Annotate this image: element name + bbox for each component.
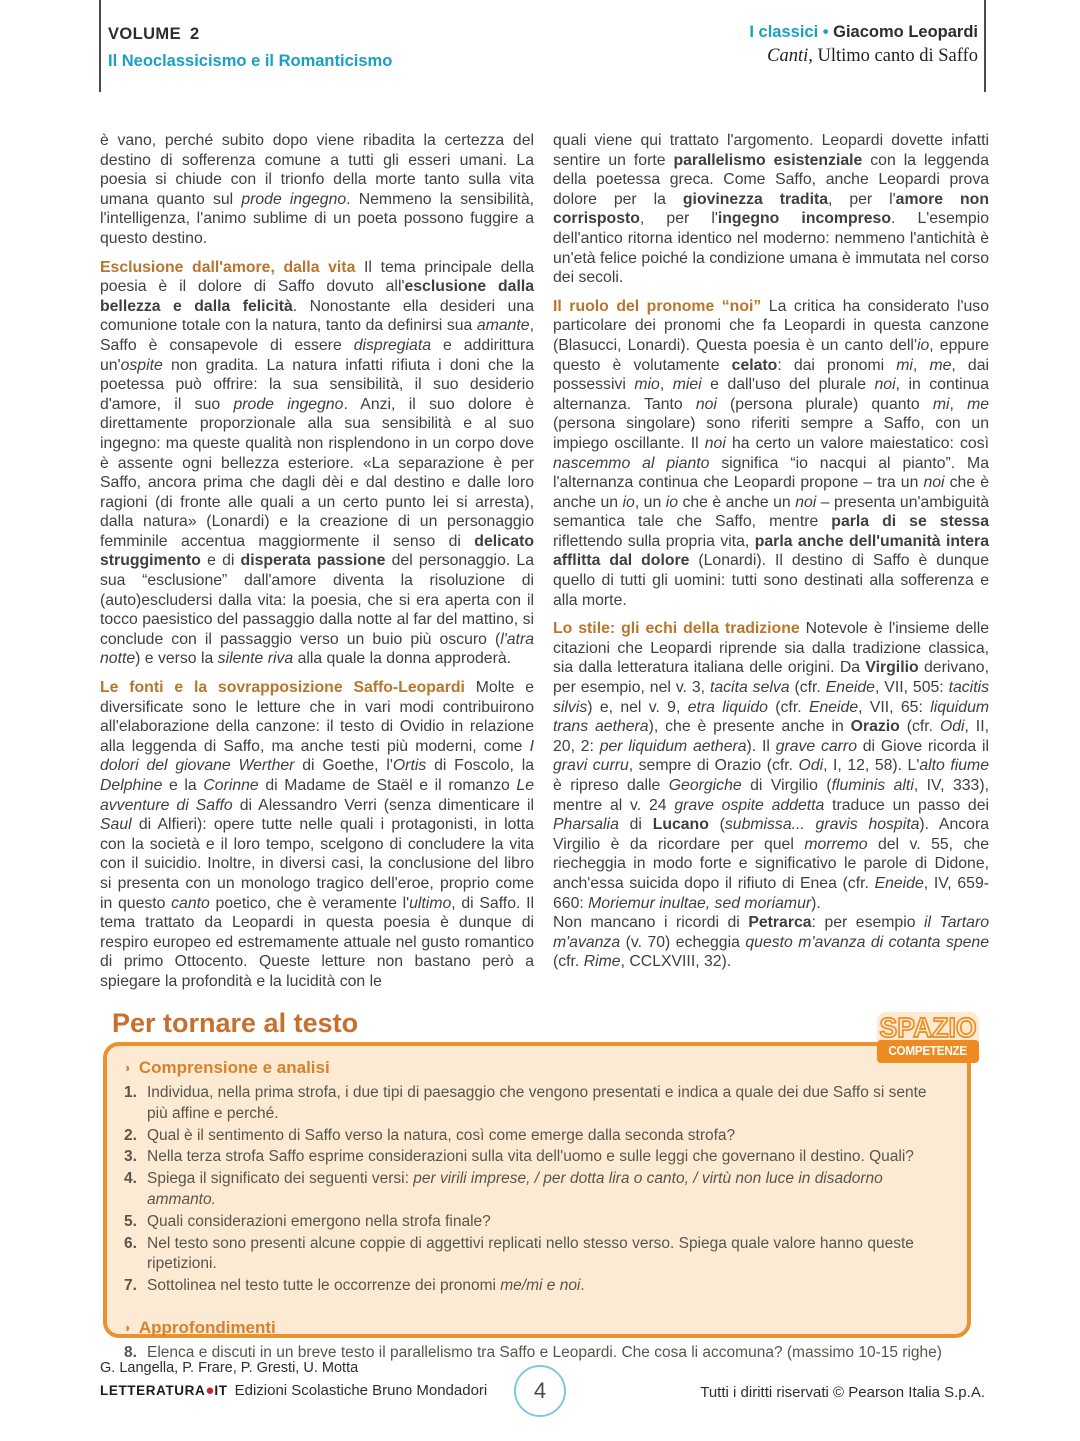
activity-section-title: ◗ Comprensione e analisi — [124, 1058, 330, 1077]
paragraph: Non mancano i ricordi di Petrarca: per esempio il Tartaro m'avanza (v. 70) echeggia questo m'avanza di cotanta spene (cfr. Rime, CCLXVIII, 32). — [553, 914, 989, 971]
paragraph-lead-in: Lo stile: gli echi della tradizione — [553, 620, 800, 638]
paragraph: è vano, perché subito dopo viene ribadita la certezza del destino di sofferenza comune a tutti gli esseri umani. La poesia si chiude con il trionfo della morte tanto sulla vita umana quanto sul prode ingegno. Nemmeno la sensibilità, l'intelligenza, l'animo sublime di un poeta possono fuggire a questo destino. — [100, 132, 534, 247]
chapter-line — [749, 23, 978, 42]
paragraph-lead-in: Il ruolo del pronome “noi” — [553, 297, 762, 315]
question-text: Sottolinea nel testo tutte le occorrenze dei pronomi me/mi e noi. — [147, 1277, 585, 1295]
series-title: Il Neoclassicismo e il Romanticismo — [108, 52, 393, 70]
activity-section-title: ◗ Approfondimenti — [124, 1317, 276, 1337]
paragraph: quali viene qui trattato l'argomento. Leopardi dovette infatti sentire un forte parallelismo esistenziale con la leggenda della poetessa greca. Come Saffo, anche Leopardi prova dolore per la giovinezza tradita, per l'amore non corrisposto, per l'ingegno incompreso. L'esempio dell'antico ritorna identico nel moderno: nemmeno l'antichità è un'età felice poiché la condizione umana è immutata nel corso dei secoli. — [553, 132, 989, 287]
question-item — [124, 1234, 947, 1276]
question-number: 6. — [124, 1234, 137, 1252]
paragraph: Esclusione dall'amore, dalla vita Il tema principale della poesia è il dolore di Saffo dovuto all'esclusione dalla bellezza e dalla felicità. Nonostante ella desideri una comunione totale con la natura, tanto da definirsi sua amante, Saffo è consapevole di essere dispregiata e addirittura un'ospite non gradita. La natura infatti rifiuta i doni che la poetessa può offrire: la sua sensibilità, il suo desiderio d'amore, il suo prode ingegno. Anzi, il suo dolore è direttamente proporzionale alla sua sensibilità e al suo ingegno: ma queste qualità non risplendono in un corpo dove è assente ogni bellezza esteriore. «La separazione è per Saffo, ancora prima che dagli dèi e dal destino e dalle loro ragioni (di fronte alle quali a un certo punto lei si arresta), dalla natura» (Lonardi) e la creazione di un personaggio femminile accentua maggiormente il senso di delicato struggimento e di disperata passione del personaggio. La sua “esclusione” dall'amore diventa la risoluzione di (auto)escludersi dalla vita: la poesia, che si era aperta con il tocco paesistico del passaggio dalla notte al far del mattino, si conclude con il passaggio verso un buio più oscuro (l'atra notte) e verso la silente riva alla quale la donna approderà. — [100, 258, 535, 668]
question-number: 7. — [124, 1277, 137, 1295]
paragraph-lead-in: Esclusione dall'amore, dalla vita — [100, 258, 356, 276]
volume-label: VOLUME 2 — [108, 25, 200, 43]
page-number: 4 — [533, 1378, 547, 1403]
classici-label: I classici — [749, 23, 819, 41]
page-number-badge — [514, 1365, 566, 1417]
work-line — [749, 46, 978, 67]
badge-band — [877, 1040, 979, 1063]
author-name: Giacomo Leopardi — [833, 23, 978, 41]
question-number: 8. — [124, 1343, 137, 1361]
badge-spazio-label: SPAZIO — [879, 1012, 977, 1043]
question-item — [124, 1126, 947, 1147]
question-item — [124, 1212, 947, 1233]
activity-sections — [124, 1058, 947, 1364]
article-column-right — [553, 131, 989, 992]
question-number: 2. — [124, 1126, 137, 1144]
question-text: Elenca e discuti in un breve testo il parallelismo tra Saffo e Leopardi. Che cosa li accomuna? (massimo 10-15 righe) — [147, 1343, 942, 1361]
activity-title: Per tornare al testo — [112, 1008, 359, 1038]
header-left-block — [108, 25, 392, 71]
article-body — [100, 131, 989, 992]
badge-top — [877, 1012, 979, 1043]
question-number: 5. — [124, 1212, 137, 1230]
logo-suffix: IT — [214, 1383, 228, 1398]
header-left-rule — [99, 0, 101, 92]
half-disc-bullet-icon: ◗ — [124, 1060, 132, 1075]
copyright-notice: Tutti i diritti riservati © Pearson Italia S.p.A. — [700, 1384, 985, 1401]
question-text: Nella terza strofa Saffo esprime considerazioni sulla vita dell'uomo e sulle leggi che governano il destino. Quali? — [147, 1148, 914, 1166]
question-text: Qual è il sentimento di Saffo verso la natura, così come emerge dalla seconda strofa? — [147, 1126, 736, 1144]
question-number: 3. — [124, 1148, 137, 1166]
badge-competenze-label: COMPETENZE — [888, 1043, 968, 1058]
question-text: Individua, nella prima strofa, i due tipi di paesaggio che vengono presentati e indica a quale dei due Saffo si sente più affine e perché. — [147, 1084, 927, 1122]
question-text: Nel testo sono presenti alcune coppie di aggettivi replicati nello stesso verso. Spiega quale valore hanno queste ripetizioni. — [147, 1234, 914, 1273]
question-number: 1. — [124, 1084, 137, 1101]
question-item — [124, 1276, 947, 1297]
footer-logo-line — [100, 1382, 487, 1399]
footer-authors: G. Langella, P. Frare, P. Gresti, U. Motta — [100, 1360, 359, 1376]
question-item — [124, 1147, 947, 1168]
spazio-competenze-badge — [877, 1012, 979, 1063]
activity-box — [103, 1042, 971, 1361]
half-disc-bullet-icon: ◗ — [124, 1319, 132, 1335]
logo-red-dot-icon: ● — [205, 1382, 215, 1399]
work-subtitle: Ultimo canto di Saffo — [812, 46, 978, 66]
paragraph: Lo stile: gli echi della tradizione Notevole è l'insieme delle citazioni che Leopardi riprende sia dalla tradizione classica, sia dalla letteratura italiana delle origini. Da Virgilio derivano, per esempio, nel v. 3, tacita selva (cfr. Eneide, VII, 505: tacitis silvis) e, nel v. 9, etra liquido (cfr. Eneide, VII, 65: liquidum trans aethera), che è presente anche in Orazio (cfr. Odi, II, 20, 2: per liquidum aethera). Il grave carro di Giove ricorda il gravi curru, sempre di Orazio (cfr. Odi, I, 12, 58). L'alto fiume è ripreso dalle Georgiche di Virgilio (fluminis alti, IV, 333), mentre al v. 24 grave ospite addetta traduce un passo dei Pharsalia di Lucano (submissa... gravis hospita). Ancora Virgilio è da ricordare per quel morremo del v. 55, che riecheggia in modo forte e significativo le parole di Didone, anch'essa suicida dopo il rifiuto di Enea (cfr. Eneide, IV, 659-660: Moriemur inultae, sed moriamur). — [553, 620, 990, 912]
paragraph: Le fonti e la sovrapposizione Saffo-Leopardi Molte e diversificate sono le letture che in vari modi contribuirono all'elaborazione della canzone: il testo di Ovidio in relazione alla leggenda di Saffo, ma anche testi più moderni, come I dolori del giovane Werther di Goethe, l'Ortis di Foscolo, la Delphine e la Corinne di Madame de Staël e il romanzo Le avventure di Saffo di Alessandro Verri (senza dimenticare il Saul di Alfieri): opere tutte nelle quali i protagonisti, in lotta con la società e il loro tempo, scelgono di concludere la vita con il suicidio. Inoltre, in diversi casi, la conclusione del libro si presenta con un monologo tragico dell'eroe, proprio come in questo canto poetico, che è veramente l'ultimo, di Saffo. Il tema trattato da Leopardi in questa poesia è dunque di respiro europeo ed estremamente attuale nel gusto romantico di primo Ottocento. Queste letture non bastano però a spiegare la profondità e la lucidità con le — [100, 679, 534, 990]
header-right-block — [749, 23, 978, 67]
question-number: 4. — [124, 1170, 137, 1188]
footer-imprint: Edizioni Scolastiche Bruno Mondadori — [234, 1382, 488, 1399]
work-title: Canti, — [767, 46, 813, 66]
question-item — [124, 1169, 947, 1211]
bullet-separator: • — [822, 23, 829, 41]
header-right-rule — [984, 0, 986, 92]
question-text: Spiega il significato dei seguenti versi: per virili imprese, / per dotta lira o canto, / virtù non luce in disadorno ammanto. — [147, 1170, 883, 1208]
paragraph-lead-in: Le fonti e la sovrapposizione Saffo-Leopardi — [100, 679, 465, 697]
paragraph: Il ruolo del pronome “noi” La critica ha considerato l'uso particolare dei pronomi che fa Leopardi in questa canzone (Blasucci, Lonardi). Questa poesia è un canto dell'io, eppure questo è volutamente celato: dai pronomi mi, me, dai possessivi mio, miei e dall'uso del plurale noi, in continua alternanza. Tanto noi (persona plurale) quanto mi, me (persona singolare) sono riferiti sempre a Saffo, con un impiego oscillante. Il noi ha certo un valore maiestatico: così nascemmo al pianto significa “io nacqui al pianto”. Ma l'alternanza continua che Leopardi propone – tra un noi che è anche un io, un io che è anche un noi – presenta un'ambiguità semantica tale che Saffo, mentre parla di se stessa riflettendo sulla propria vita, parla anche dell'umanità intera afflitta dal dolore (Lonardi). Il destino di Saffo è dunque quello di tutti gli uomini: tutti sono destinati alla sofferenza e alla morte. — [553, 297, 990, 609]
question-text: Quali considerazioni emergono nella strofa finale? — [147, 1212, 491, 1230]
question-item — [124, 1083, 947, 1125]
letteratura-logo: LETTERATURA — [100, 1383, 206, 1398]
article-column-left — [100, 131, 534, 992]
